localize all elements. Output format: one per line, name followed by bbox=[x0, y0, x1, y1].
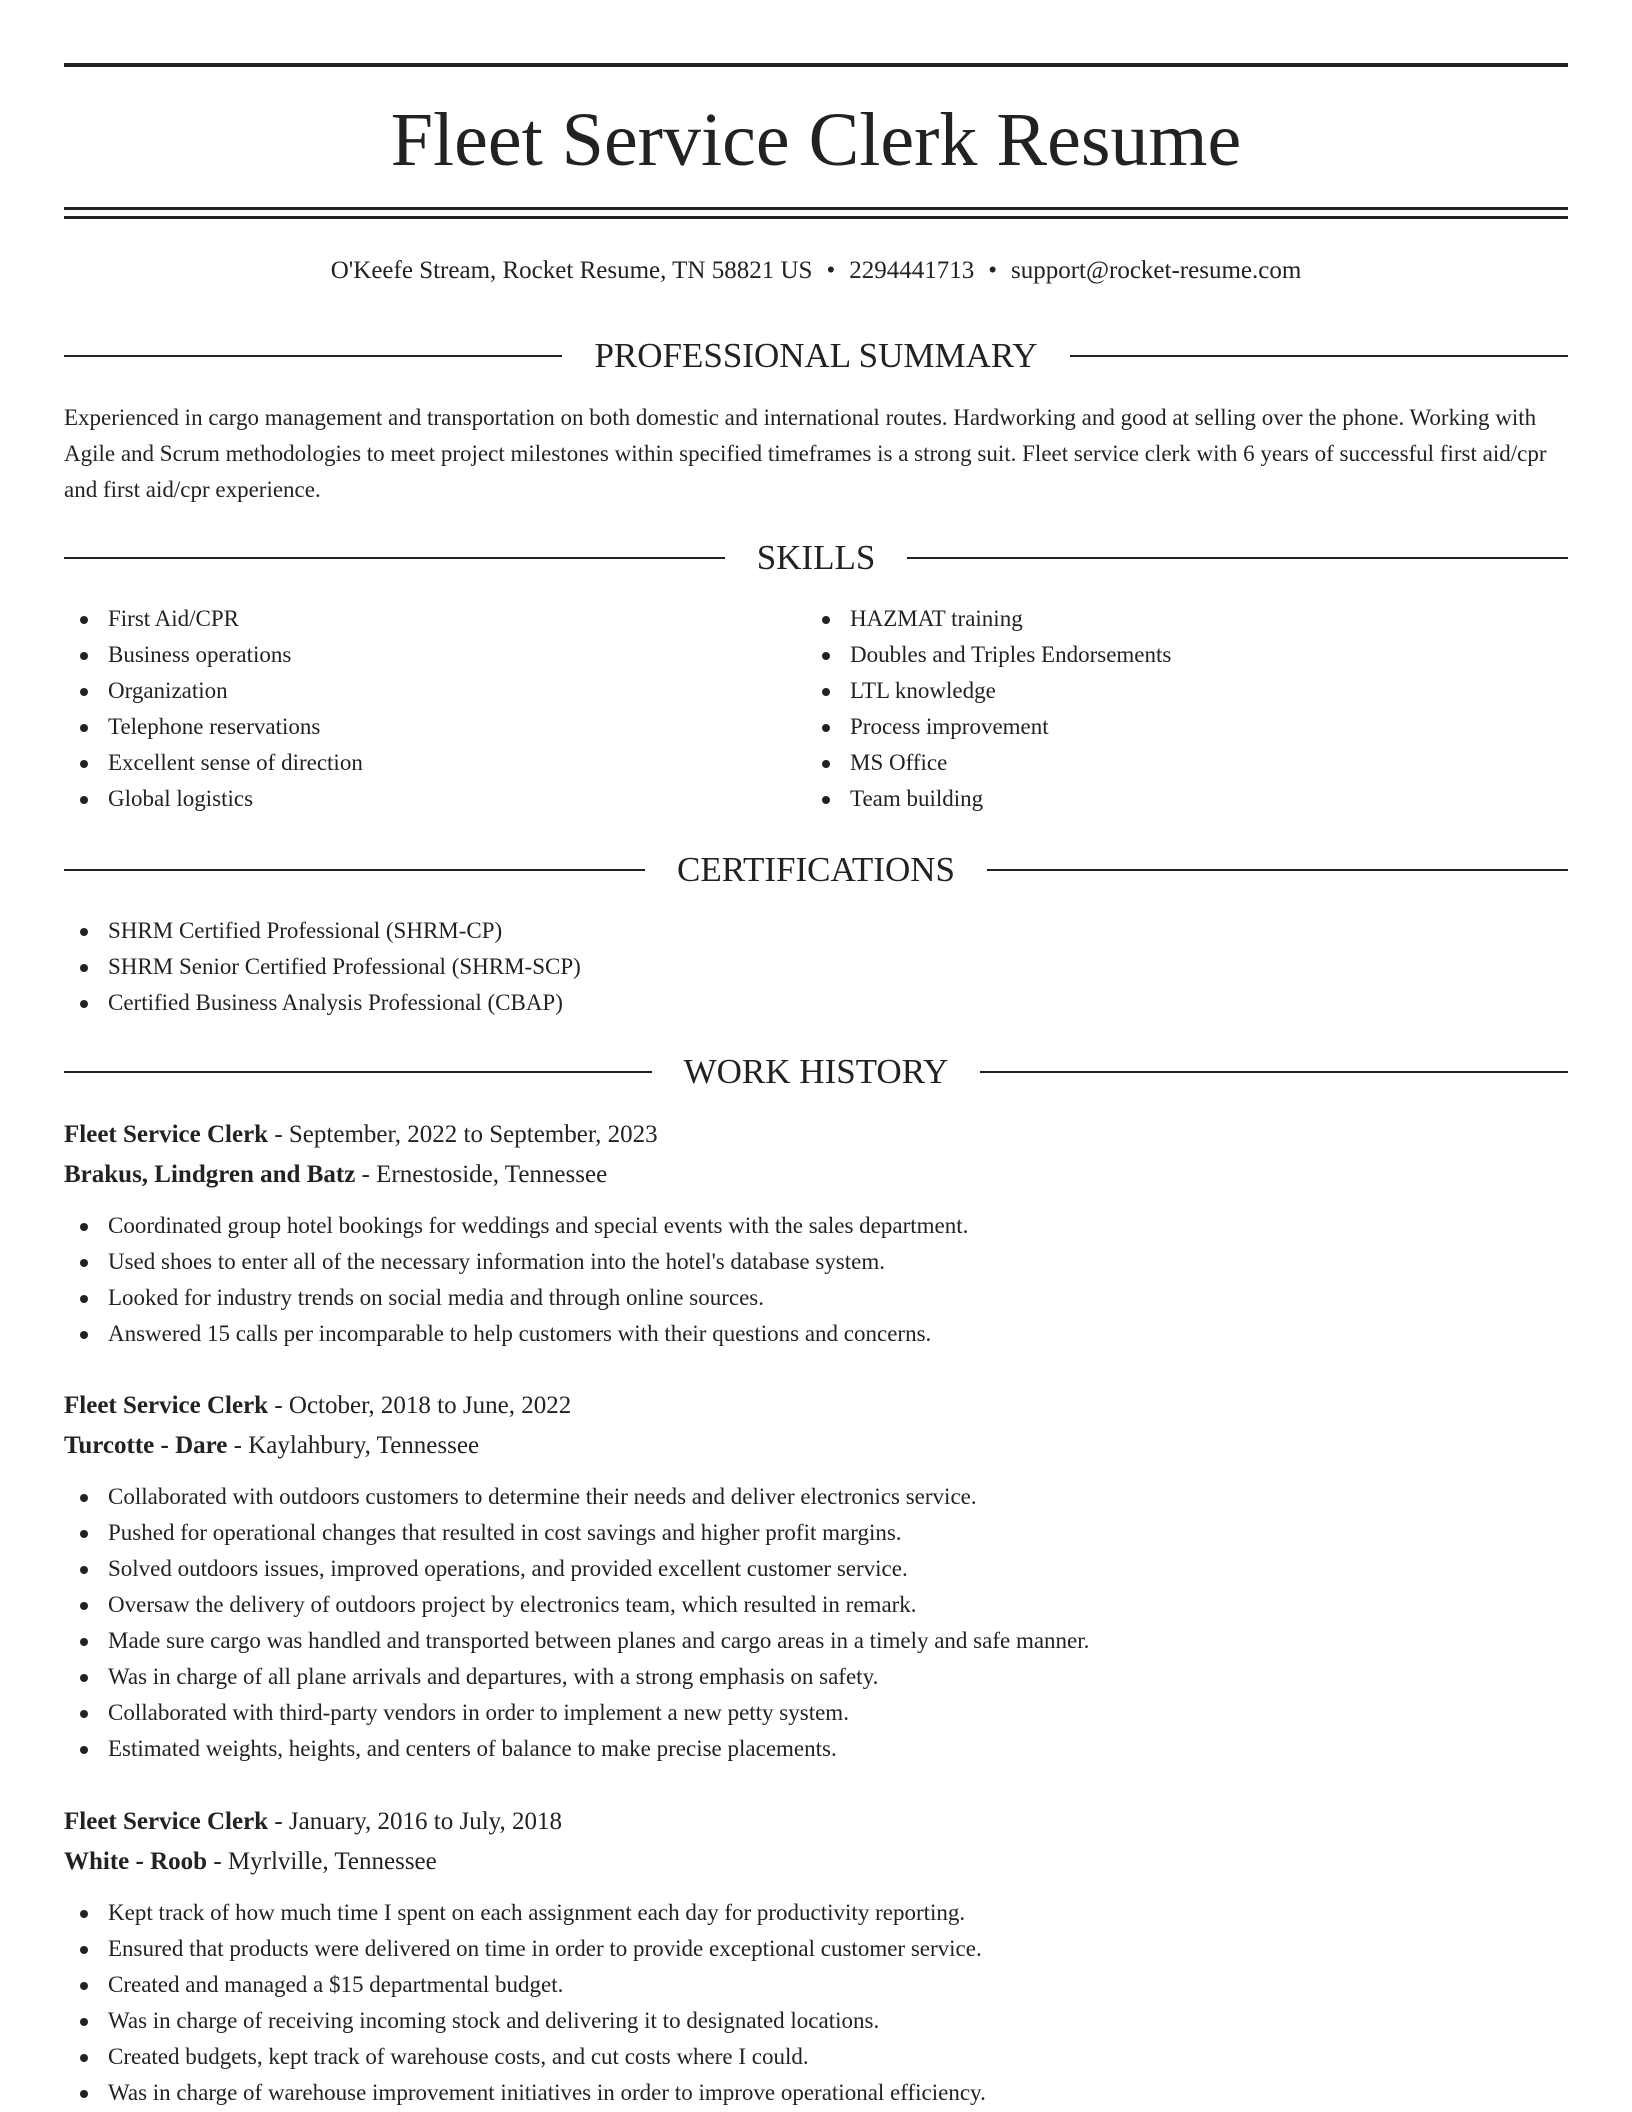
certification-item: SHRM Certified Professional (SHRM-CP) bbox=[64, 913, 1568, 949]
job-bullet: Ensured that products were delivered on time in order to provide exceptional customer service. bbox=[64, 1931, 1568, 1967]
heading-rule bbox=[64, 1071, 652, 1073]
certifications-heading-label: CERTIFICATIONS bbox=[677, 850, 955, 889]
heading-rule bbox=[987, 869, 1568, 871]
title-rule-upper bbox=[64, 207, 1568, 210]
job-bullet: Collaborated with outdoors customers to determine their needs and deliver electronics service. bbox=[64, 1479, 1568, 1515]
job-company-line bbox=[64, 1155, 1568, 1195]
job-bullet: Answered 15 calls per incomparable to help customers with their questions and concerns. bbox=[64, 1316, 1568, 1352]
job-location: - Ernestoside, Tennessee bbox=[355, 1161, 608, 1188]
skills-list-left bbox=[64, 601, 764, 817]
job-company-line bbox=[64, 1426, 1568, 1466]
certification-item: Certified Business Analysis Professional (CBAP) bbox=[64, 985, 1568, 1021]
skill-item: First Aid/CPR bbox=[64, 601, 764, 637]
job-bullet: Pushed for operational changes that resulted in cost savings and higher profit margins. bbox=[64, 1515, 1568, 1551]
job-bullet: Made sure cargo was handled and transported between planes and cargo areas in a timely and safe manner. bbox=[64, 1623, 1568, 1659]
page-title: Fleet Service Clerk Resume bbox=[390, 98, 1242, 182]
job-title-line bbox=[64, 1115, 1568, 1155]
job-bullet: Created budgets, kept track of warehouse costs, and cut costs where I could. bbox=[64, 2039, 1568, 2075]
skill-item: MS Office bbox=[806, 745, 1506, 781]
job-bullet: Estimated weights, heights, and centers of balance to make precise placements. bbox=[64, 1731, 1568, 1767]
skills-heading-label: SKILLS bbox=[756, 538, 876, 577]
job-location: - Kaylahbury, Tennessee bbox=[227, 1432, 480, 1459]
heading-rule bbox=[64, 557, 725, 559]
job-bullet: Was in charge of receiving incoming stock and delivering it to designated locations. bbox=[64, 2003, 1568, 2039]
skill-item: Process improvement bbox=[806, 709, 1506, 745]
job-company: Brakus, Lindgren and Batz bbox=[64, 1161, 356, 1188]
job-bullet: Coordinated group hotel bookings for weddings and special events with the sales department. bbox=[64, 1208, 1568, 1244]
certifications-heading bbox=[64, 846, 1568, 894]
skills-list-right bbox=[806, 601, 1506, 817]
job-title-line bbox=[64, 1386, 1568, 1426]
job-bullet: Was in charge of warehouse improvement initiatives in order to improve operational efficiency. bbox=[64, 2075, 1568, 2111]
skill-item: LTL knowledge bbox=[806, 673, 1506, 709]
certifications-list bbox=[64, 913, 1568, 1021]
contact-line bbox=[0, 254, 1632, 288]
job-bullet: Collaborated with third-party vendors in order to implement a new petty system. bbox=[64, 1695, 1568, 1731]
skills-heading bbox=[64, 534, 1568, 582]
skill-item: HAZMAT training bbox=[806, 601, 1506, 637]
job-dates: - October, 2018 to June, 2022 bbox=[268, 1392, 572, 1419]
heading-rule bbox=[907, 557, 1568, 559]
job-title-line bbox=[64, 1802, 1568, 1842]
contact-address: O'Keefe Stream, Rocket Resume, TN 58821 US bbox=[330, 257, 813, 284]
job-entry bbox=[64, 1115, 1568, 1352]
work-history-heading-label: WORK HISTORY bbox=[683, 1052, 949, 1091]
skill-item: Business operations bbox=[64, 637, 764, 673]
job-bullets bbox=[64, 1895, 1568, 2111]
job-bullet: Looked for industry trends on social media and through online sources. bbox=[64, 1280, 1568, 1316]
job-company: White - Roob bbox=[64, 1848, 208, 1875]
job-title: Fleet Service Clerk bbox=[64, 1392, 269, 1419]
certification-item: SHRM Senior Certified Professional (SHRM-SCP) bbox=[64, 949, 1568, 985]
summary-text: Experienced in cargo management and transportation on both domestic and international routes. Hardworking and good at selling over the phone. Working with Agile and Scrum methodologies to meet project milestones within specified timeframes is a strong suit. Fleet service clerk with 6 years of successful first aid/cpr and first aid/cpr experience. bbox=[64, 405, 1547, 502]
job-company-line bbox=[64, 1842, 1568, 1882]
job-bullet: Created and managed a $15 departmental budget. bbox=[64, 1967, 1568, 2003]
skill-item: Telephone reservations bbox=[64, 709, 764, 745]
title-rule-lower bbox=[64, 216, 1568, 219]
contact-phone: 2294441713 bbox=[849, 257, 975, 284]
skill-item: Team building bbox=[806, 781, 1506, 817]
job-title: Fleet Service Clerk bbox=[64, 1808, 269, 1835]
contact-email: support@rocket-resume.com bbox=[1010, 257, 1302, 284]
skill-item: Doubles and Triples Endorsements bbox=[806, 637, 1506, 673]
heading-rule bbox=[64, 355, 562, 357]
heading-rule bbox=[1070, 355, 1568, 357]
job-bullet: Was in charge of all plane arrivals and departures, with a strong emphasis on safety. bbox=[64, 1659, 1568, 1695]
job-bullet: Solved outdoors issues, improved operations, and provided excellent customer service. bbox=[64, 1551, 1568, 1587]
job-entry bbox=[64, 1802, 1568, 2111]
job-bullets bbox=[64, 1208, 1568, 1352]
job-bullets bbox=[64, 1479, 1568, 1767]
job-company: Turcotte - Dare bbox=[64, 1432, 228, 1459]
skill-item: Global logistics bbox=[64, 781, 764, 817]
job-bullet: Oversaw the delivery of outdoors project by electronics team, which resulted in remark. bbox=[64, 1587, 1568, 1623]
contact-separator: • bbox=[988, 257, 997, 284]
job-location: - Myrlville, Tennessee bbox=[207, 1848, 437, 1875]
heading-rule bbox=[980, 1071, 1568, 1073]
job-title: Fleet Service Clerk bbox=[64, 1121, 269, 1148]
contact-separator: • bbox=[826, 257, 836, 284]
job-dates: - September, 2022 to September, 2023 bbox=[268, 1121, 658, 1148]
skill-item: Excellent sense of direction bbox=[64, 745, 764, 781]
job-bullet: Kept track of how much time I spent on each assignment each day for productivity reporting. bbox=[64, 1895, 1568, 1931]
job-dates: - January, 2016 to July, 2018 bbox=[268, 1808, 563, 1835]
heading-rule bbox=[64, 869, 645, 871]
skill-item: Organization bbox=[64, 673, 764, 709]
job-bullet: Used shoes to enter all of the necessary information into the hotel's database system. bbox=[64, 1244, 1568, 1280]
summary-heading-label: PROFESSIONAL SUMMARY bbox=[594, 336, 1038, 375]
work-history-heading bbox=[64, 1048, 1568, 1096]
top-rule bbox=[64, 63, 1568, 67]
summary-heading bbox=[64, 332, 1568, 380]
job-entry bbox=[64, 1386, 1568, 1767]
